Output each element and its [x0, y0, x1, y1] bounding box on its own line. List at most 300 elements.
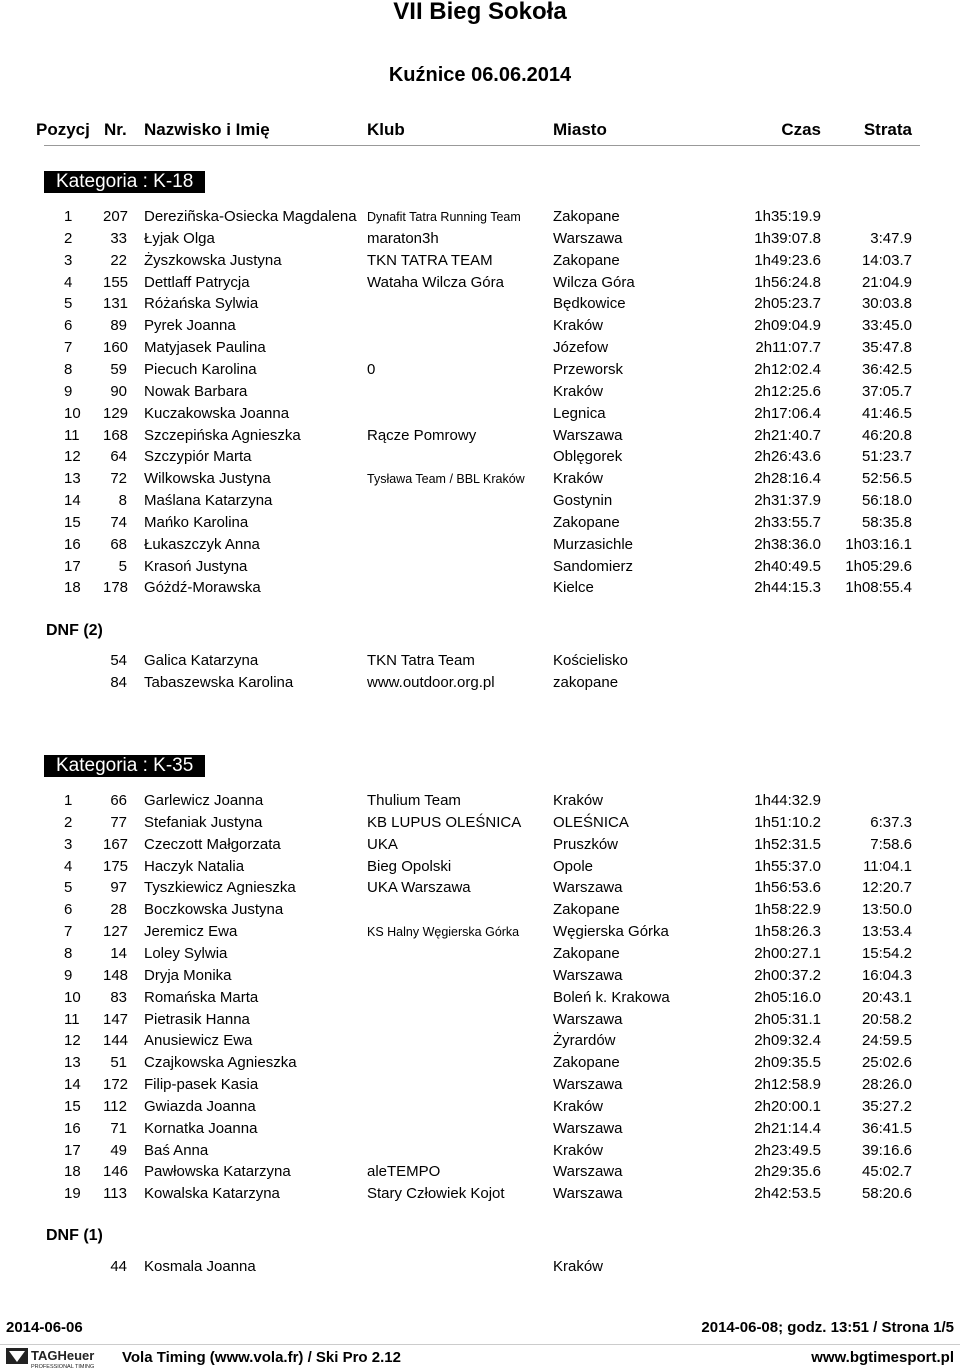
cell-number: 22 [110, 251, 127, 269]
cell-number: 14 [110, 944, 127, 962]
cell-club: aleTEMPO [367, 1163, 441, 1181]
cell-time: 1h56:53.6 [754, 879, 821, 897]
cell-position: 8 [64, 944, 73, 962]
result-row [0, 273, 960, 293]
cell-position: 13 [64, 1054, 81, 1072]
cell-number: 68 [110, 535, 127, 553]
cell-name: Galica Katarzyna [144, 652, 259, 669]
cell-city: Żyrardów [553, 1032, 616, 1050]
cell-name: Romańska Marta [144, 988, 259, 1006]
cell-name: Filip-pasek Kasia [144, 1076, 259, 1094]
cell-name: Szczepińska Agnieszka [144, 426, 301, 444]
cell-city: Kościelisko [553, 652, 629, 669]
cell-gap: 11:04.1 [863, 857, 912, 875]
cell-number: 51 [110, 1054, 127, 1072]
cell-gap: 37:05.7 [861, 382, 912, 400]
cell-club: UKA Warszawa [367, 879, 471, 897]
cell-number: 168 [103, 426, 129, 444]
cell-number: 54 [110, 652, 127, 669]
result-row [0, 251, 960, 271]
cell-position: 4 [64, 273, 73, 291]
cell-position: 3 [64, 251, 73, 269]
cell-club: Thulium Team [367, 792, 461, 809]
cell-gap: 15:54.2 [861, 944, 912, 962]
cell-gap: 14:03.7 [861, 251, 912, 269]
result-row [0, 1053, 960, 1073]
cell-position: 1 [64, 792, 73, 809]
cell-city: Sandomierz [553, 557, 634, 575]
cell-time: 2h09:32.4 [754, 1032, 821, 1050]
cell-position: 7 [64, 339, 73, 357]
cell-number: 148 [103, 966, 129, 984]
cell-time: 2h09:04.9 [754, 317, 821, 335]
cell-number: 160 [103, 339, 129, 357]
cell-name: Mańko Karolina [144, 513, 249, 531]
cell-club: www.outdoor.org.pl [367, 673, 495, 691]
cell-gap: 35:47.8 [861, 339, 912, 357]
cell-gap: 33:45.0 [861, 317, 912, 335]
cell-gap: 30:03.8 [861, 295, 912, 313]
cell-time: 1h58:26.3 [754, 923, 821, 941]
cell-name: Dereziñska-Osiecka Magdalena [144, 208, 357, 225]
cell-city: zakopane [553, 673, 619, 691]
cell-position: 14 [64, 1076, 81, 1094]
cell-gap: 41:46.5 [861, 404, 912, 422]
cell-name: Dettlaff Patrycja [144, 273, 250, 291]
cell-number: 74 [110, 513, 127, 531]
cell-city: Będkowice [553, 295, 626, 313]
cell-gap: 13:53.4 [861, 923, 912, 941]
cell-position: 10 [64, 404, 81, 422]
cell-position: 16 [64, 1119, 81, 1137]
dnf-row [0, 1257, 960, 1277]
cell-time: 2h05:16.0 [754, 988, 821, 1006]
cell-city: Kraków [553, 470, 604, 488]
cell-city: Oblęgorek [553, 448, 623, 466]
cell-name: Wilkowska Justyna [144, 470, 271, 488]
cell-city: Kraków [553, 792, 604, 809]
cell-club: KB LUPUS OLEŚNICA [367, 813, 522, 831]
cell-name: Łyjak Olga [144, 229, 215, 247]
cell-gap: 56:18.0 [861, 492, 912, 510]
cell-gap: 21:04.9 [861, 273, 912, 291]
cell-position: 17 [64, 557, 81, 575]
cell-number: 84 [110, 673, 127, 691]
cell-gap: 7:58.6 [870, 835, 912, 853]
cell-gap: 45:02.7 [861, 1163, 912, 1181]
cell-number: 83 [110, 988, 127, 1006]
footer-date: 2014-06-06 [6, 1319, 83, 1336]
cell-number: 113 [103, 1185, 127, 1203]
result-row [0, 857, 960, 877]
dnf-row [0, 651, 960, 671]
result-row [0, 922, 960, 942]
result-row [0, 988, 960, 1008]
cell-club: 0 [367, 360, 376, 378]
cell-number: 112 [103, 1097, 127, 1115]
cell-name: Nowak Barbara [144, 382, 248, 400]
cell-club: Dynafit Tatra Running Team [367, 210, 521, 224]
result-row [0, 835, 960, 855]
cell-number: 71 [110, 1119, 127, 1137]
cell-time: 2h38:36.0 [754, 535, 821, 553]
cell-number: 146 [103, 1163, 129, 1181]
cell-number: 97 [110, 879, 127, 897]
result-row [0, 229, 960, 249]
footer-divider [0, 1344, 960, 1345]
cell-gap: 39:16.6 [861, 1141, 912, 1159]
result-row [0, 1010, 960, 1030]
cell-position: 11 [64, 426, 80, 444]
cell-position: 5 [64, 295, 73, 313]
cell-number: 49 [110, 1141, 127, 1159]
cell-city: Murzasichle [553, 535, 634, 553]
cell-number: 144 [103, 1032, 129, 1050]
result-row [0, 1184, 960, 1204]
cell-name: Baś Anna [144, 1141, 209, 1159]
result-row [0, 557, 960, 577]
cell-city: Kraków [553, 382, 604, 400]
cell-gap: 36:41.5 [861, 1119, 912, 1137]
cell-position: 1 [64, 208, 73, 225]
cell-position: 3 [64, 835, 73, 853]
cell-number: 147 [103, 1010, 129, 1028]
cell-time: 2h29:35.6 [754, 1163, 821, 1181]
cell-city: Warszawa [553, 1010, 623, 1028]
svg-text:TAGHeuer: TAGHeuer [31, 1348, 95, 1363]
tag-heuer-logo [6, 1346, 116, 1370]
svg-text:PROFESSIONAL TIMING: PROFESSIONAL TIMING [31, 1364, 95, 1370]
cell-club: TKN TATRA TEAM [367, 251, 493, 269]
cell-gap: 52:56.5 [861, 470, 912, 488]
result-row [0, 1075, 960, 1095]
result-row [0, 1097, 960, 1117]
cell-city: Warszawa [553, 966, 623, 984]
cell-position: 7 [64, 923, 73, 941]
cell-name: Pyrek Joanna [144, 317, 236, 335]
cell-number: 33 [110, 229, 127, 247]
cell-time: 1h55:37.0 [754, 857, 821, 875]
cell-time: 2h33:55.7 [754, 513, 821, 531]
cell-time: 1h52:31.5 [754, 835, 821, 853]
cell-number: 167 [103, 835, 129, 853]
cell-gap: 35:27.2 [861, 1097, 912, 1115]
cell-position: 16 [64, 535, 81, 553]
cell-city: Kraków [553, 1258, 604, 1275]
header-city: Miasto [553, 120, 607, 139]
cell-number: 66 [110, 792, 127, 809]
footer-website[interactable]: www.bgtimesport.pl [811, 1349, 954, 1366]
cell-city: Warszawa [553, 1163, 623, 1181]
cell-time: 2h00:27.1 [754, 944, 821, 962]
cell-city: Zakopane [553, 901, 620, 919]
cell-city: Warszawa [553, 426, 623, 444]
result-row [0, 294, 960, 314]
cell-time: 2h23:49.5 [754, 1141, 821, 1159]
cell-time: 2h40:49.5 [754, 557, 821, 575]
cell-city: Wilcza Góra [553, 273, 635, 291]
cell-city: Warszawa [553, 1119, 623, 1137]
cell-position: 15 [64, 1097, 81, 1115]
cell-name: Gwiazda Joanna [144, 1097, 256, 1115]
cell-position: 8 [64, 360, 73, 378]
header-position: Pozycj [36, 120, 90, 139]
cell-time: 1h44:32.9 [754, 792, 821, 809]
header-divider [44, 145, 920, 146]
cell-time: 2h44:15.3 [754, 579, 821, 597]
cell-gap: 20:43.1 [861, 988, 912, 1006]
cell-name: Różańska Sylwia [144, 295, 259, 313]
cell-time: 1h35:19.9 [754, 208, 821, 225]
cell-name: Góżdź-Morawska [144, 579, 261, 597]
cell-name: Jeremicz Ewa [144, 923, 238, 941]
cell-city: OLEŚNICA [553, 813, 629, 831]
cell-city: Warszawa [553, 1185, 623, 1203]
cell-gap: 1h05:29.6 [845, 557, 912, 575]
header-name: Nazwisko i Imię [144, 120, 270, 139]
result-row [0, 813, 960, 833]
column-headers [0, 120, 960, 144]
cell-number: 90 [110, 382, 127, 400]
result-row [0, 535, 960, 555]
cell-name: Kosmala Joanna [144, 1258, 256, 1275]
cell-time: 2h05:31.1 [754, 1010, 821, 1028]
cell-number: 77 [110, 813, 127, 831]
result-row [0, 426, 960, 446]
page-subtitle: Kuźnice 06.06.2014 [388, 64, 572, 86]
cell-name: Dryja Monika [144, 966, 232, 984]
result-row [0, 578, 960, 598]
cell-city: Kielce [553, 579, 594, 597]
category-header: Kategoria : K-35 [44, 755, 205, 777]
result-row [0, 1141, 960, 1161]
cell-position: 10 [64, 988, 81, 1006]
cell-position: 2 [64, 229, 73, 247]
cell-club: Rącze Pomrowy [367, 426, 477, 444]
cell-name: Anusiewicz Ewa [144, 1032, 253, 1050]
cell-time: 2h21:14.4 [754, 1119, 821, 1137]
cell-time: 2h11:07.7 [755, 339, 821, 357]
cell-gap: 1h03:16.1 [845, 535, 912, 553]
cell-time: 2h20:00.1 [754, 1097, 821, 1115]
cell-club: KS Halny Węgierska Górka [367, 925, 520, 940]
cell-time: 2h12:58.9 [754, 1076, 821, 1094]
cell-position: 17 [64, 1141, 81, 1159]
result-row [0, 1162, 960, 1182]
cell-gap: 25:02.6 [861, 1054, 912, 1072]
cell-time: 1h39:07.8 [754, 229, 821, 247]
header-time: Czas [781, 120, 821, 139]
header-number: Nr. [104, 120, 127, 139]
result-row [0, 966, 960, 986]
cell-club: Wataha Wilcza Góra [367, 273, 504, 291]
cell-club: Bieg Opolski [367, 857, 452, 875]
cell-name: Kowalska Katarzyna [144, 1185, 280, 1203]
cell-position: 2 [64, 813, 73, 831]
result-row [0, 207, 960, 227]
cell-number: 178 [103, 579, 129, 597]
cell-name: Pawłowska Katarzyna [144, 1163, 291, 1181]
cell-time: 2h31:37.9 [754, 492, 821, 510]
cell-gap: 36:42.5 [861, 360, 912, 378]
cell-city: Legnica [553, 404, 606, 422]
result-row [0, 878, 960, 898]
cell-number: 72 [110, 470, 127, 488]
cell-name: Garlewicz Joanna [144, 792, 264, 809]
cell-name: Matyjasek Paulina [144, 339, 266, 357]
cell-position: 6 [64, 317, 73, 335]
cell-city: Zakopane [553, 251, 620, 269]
cell-number: 44 [110, 1258, 127, 1275]
footer-software: Vola Timing (www.vola.fr) / Ski Pro 2.12 [122, 1349, 401, 1366]
header-gap: Strata [863, 120, 912, 139]
result-row [0, 513, 960, 533]
result-row [0, 338, 960, 358]
cell-gap: 20:58.2 [861, 1010, 912, 1028]
cell-city: Zakopane [553, 208, 620, 225]
cell-time: 2h05:23.7 [754, 295, 821, 313]
cell-city: Gostynin [553, 492, 613, 510]
cell-name: Piecuch Karolina [144, 360, 257, 378]
result-row [0, 900, 960, 920]
cell-gap: 24:59.5 [861, 1032, 912, 1050]
cell-city: Zakopane [553, 1054, 620, 1072]
cell-position: 18 [64, 579, 81, 597]
cell-name: Czajkowska Agnieszka [144, 1054, 297, 1072]
cell-number: 59 [110, 360, 127, 378]
cell-number: 129 [103, 404, 129, 422]
cell-position: 9 [64, 382, 73, 400]
result-row [0, 491, 960, 511]
cell-position: 18 [64, 1163, 81, 1181]
cell-club: Stary Człowiek Kojot [367, 1185, 505, 1203]
cell-time: 1h56:24.8 [754, 273, 821, 291]
cell-gap: 16:04.3 [861, 966, 912, 984]
cell-club: TKN Tatra Team [367, 652, 475, 669]
result-row [0, 1031, 960, 1051]
cell-name: Loley Sylwia [144, 944, 228, 962]
cell-gap: 1h08:55.4 [845, 579, 912, 597]
cell-time: 2h12:02.4 [754, 360, 821, 378]
cell-number: 131 [103, 295, 129, 313]
cell-city: Warszawa [553, 1076, 623, 1094]
cell-club: UKA [367, 835, 398, 853]
cell-number: 8 [118, 492, 127, 510]
cell-gap: 13:50.0 [861, 901, 912, 919]
cell-position: 12 [64, 1032, 81, 1050]
cell-city: Warszawa [553, 879, 623, 897]
result-row [0, 791, 960, 811]
cell-position: 9 [64, 966, 73, 984]
result-row [0, 316, 960, 336]
cell-time: 1h49:23.6 [754, 251, 821, 269]
cell-gap: 58:35.8 [861, 513, 912, 531]
cell-time: 2h26:43.6 [754, 448, 821, 466]
cell-number: 28 [110, 901, 127, 919]
cell-time: 2h12:25.6 [754, 382, 821, 400]
cell-position: 11 [64, 1010, 80, 1028]
cell-position: 19 [64, 1185, 81, 1203]
cell-number: 175 [103, 857, 129, 875]
cell-name: Haczyk Natalia [144, 857, 245, 875]
result-row [0, 404, 960, 424]
cell-name: Maślana Katarzyna [144, 492, 273, 510]
page-title: VII Bieg Sokoła [393, 0, 567, 25]
cell-city: Kraków [553, 1097, 604, 1115]
category-header: Kategoria : K-18 [44, 171, 205, 193]
cell-name: Tyszkiewicz Agnieszka [144, 879, 296, 897]
cell-name: Krasoń Justyna [144, 557, 248, 575]
cell-name: Żyszkowska Justyna [144, 251, 282, 269]
cell-city: Opole [553, 857, 594, 875]
cell-name: Kornatka Joanna [144, 1119, 258, 1137]
cell-position: 13 [64, 470, 81, 488]
cell-time: 1h51:10.2 [754, 813, 821, 831]
result-row [0, 469, 960, 489]
cell-position: 4 [64, 857, 73, 875]
cell-city: Zakopane [553, 944, 620, 962]
cell-city: Warszawa [553, 229, 623, 247]
result-row [0, 944, 960, 964]
cell-position: 5 [64, 879, 73, 897]
cell-name: Boczkowska Justyna [144, 901, 284, 919]
cell-gap: 51:23.7 [861, 448, 912, 466]
cell-gap: 3:47.9 [870, 229, 912, 247]
dnf-label: DNF (2) [46, 622, 103, 639]
cell-number: 207 [103, 208, 129, 225]
cell-name: Szczypiór Marta [144, 448, 252, 466]
cell-name: Pietrasik Hanna [144, 1010, 250, 1028]
result-row [0, 447, 960, 467]
dnf-row [0, 673, 960, 693]
cell-time: 1h58:22.9 [754, 901, 821, 919]
cell-club: Tysława Team / BBL Kraków [367, 472, 525, 487]
cell-name: Czeczott Małgorzata [144, 835, 281, 853]
cell-city: Pruszków [553, 835, 619, 853]
cell-position: 15 [64, 513, 81, 531]
cell-gap: 46:20.8 [861, 426, 912, 444]
dnf-label: DNF (1) [46, 1227, 103, 1244]
cell-position: 6 [64, 901, 73, 919]
cell-time: 2h17:06.4 [754, 404, 821, 422]
cell-city: Kraków [553, 317, 604, 335]
cell-number: 5 [118, 557, 127, 575]
cell-gap: 28:26.0 [861, 1076, 912, 1094]
header-club: Klub [367, 120, 405, 139]
cell-time: 2h28:16.4 [754, 470, 821, 488]
result-row [0, 1119, 960, 1139]
cell-number: 89 [110, 317, 127, 335]
cell-time: 2h00:37.2 [754, 966, 821, 984]
cell-number: 155 [103, 273, 129, 291]
cell-number: 172 [103, 1076, 129, 1094]
cell-name: Łukaszczyk Anna [144, 535, 260, 553]
footer-page-info: 2014-06-08; godz. 13:51 / Strona 1/5 [701, 1319, 954, 1336]
result-row [0, 382, 960, 402]
cell-position: 14 [64, 492, 81, 510]
cell-number: 127 [103, 923, 129, 941]
cell-gap: 6:37.3 [870, 813, 912, 831]
cell-time: 2h09:35.5 [754, 1054, 821, 1072]
cell-gap: 12:20.7 [861, 879, 912, 897]
cell-city: Węgierska Górka [553, 923, 669, 941]
cell-city: Kraków [553, 1141, 604, 1159]
cell-time: 2h21:40.7 [754, 426, 821, 444]
cell-name: Stefaniak Justyna [144, 813, 263, 831]
cell-city: Boleń k. Krakowa [553, 988, 670, 1006]
cell-club: maraton3h [367, 229, 439, 247]
cell-city: Przeworsk [553, 360, 624, 378]
